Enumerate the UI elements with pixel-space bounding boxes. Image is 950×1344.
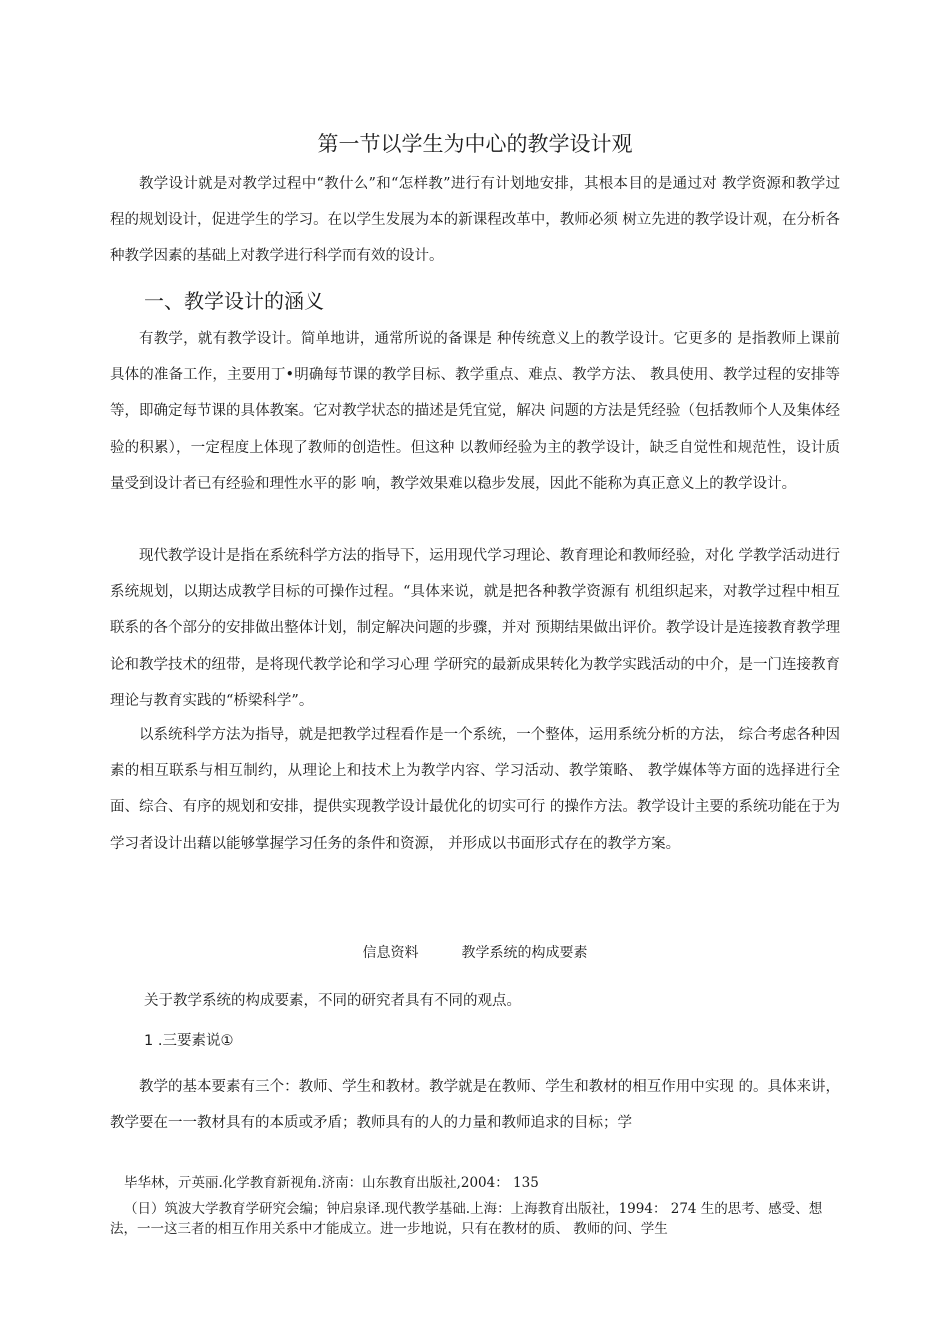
- heading-teaching-design-meaning: 一、教学设计的涵义: [144, 289, 324, 313]
- section-title: 第一节以学生为中心的教学设计观: [317, 132, 633, 156]
- paragraph-2: 现代教学设计是指在系统科学方法的指导下，运用现代学习理论、教育理论和教师经验，对化 学教学活动进行系统规划，以期达成教学目标的可操作过程。“具体来说，就是把各种教学资源有 机组织起来，对教学过程中相互联系的各个部分的安排做出整体计划，制定解决问题的步骤，并对 预期结果做出评价。教学设计是连接教育教学理论和教学技术的纽带，是将现代教学论和学习心理 学研究的最新成果转化为教学实践活动的中介，是一门连接教育理论与教育实践的“桥梁科学”。: [110, 548, 840, 709]
- list-item-1: 1 .三要素说①: [144, 1033, 234, 1049]
- footnote-2: （日）筑波大学教育学研究会编；钟启泉译.现代教学基础.上海：上海教育出版社，1994： 274 生的思考、感受、想法，一一这三者的相互作用关系中才能成立。进一步地说，只有在教材的质、 教师的问、学生: [110, 1201, 823, 1237]
- info-label: 信息资料: [362, 945, 419, 961]
- footnote-1: 毕华林，亓英丽.化学教育新视角.济南：山东教育出版社,2004： 135: [124, 1175, 539, 1191]
- info-intro: 关于教学系统的构成要素，不同的研究者具有不同的观点。: [144, 993, 521, 1009]
- paragraph-3: 以系统科学方法为指导，就是把教学过程看作是一个系统，一个整体，运用系统分析的方法， 综合考虑各种因素的相互联系与相互制约，从理论上和技术上为教学内容、学习活动、教学策略、 教学媒体等方面的选择进行全面、综合、有序的规划和安排，提供实现教学设计最优化的切实可行 的操作方法。教学设计主要的系统功能在于为学习者设计出藉以能够掌握学习任务的条件和资源， 并形成以书面形式存在的教学方案。: [110, 727, 840, 852]
- info-title: 教学系统的构成要素: [461, 945, 588, 961]
- info-heading: [0, 942, 950, 962]
- paragraph-4: 教学的基本要素有三个：教师、学生和教材。教学就是在教师、学生和教材的相互作用中实现 的。具体来讲，教学要在一一教材具有的本质或矛盾；教师具有的人的力量和教师追求的目标；学: [110, 1079, 840, 1132]
- paragraph-1: 有教学，就有教学设计。简单地讲，通常所说的备课是 种传统意义上的教学设计。它更多的 是指教师上课前具体的准备工作，主要用丁•明确每节课的教学目标、教学重点、难点、教学方法、 教具使用、教学过程的安排等等，即确定每节课的具体教案。它对教学状态的描述是凭宜觉，解决 问题的方法是凭经验（包括教师个人及集体经验的积累），一定程度上体现了教师的创造性。但这种 以教师经验为主的教学设计，缺乏自觉性和规范性，设计质量受到设计者已有经验和理性水平的影 响，教学效果难以稳步发展，因此不能称为真正意义上的教学设计。: [110, 331, 840, 492]
- intro-paragraph: 教学设计就是对教学过程中“教什么”和“怎样教”进行有计划地安排，其根本目的是通过对 教学资源和教学过程的规划设计，促进学生的学习。在以学生发展为本的新课程改革中，教师必须 树立先进的教学设计观，在分析各种教学因素的基础上对教学进行科学而有效的设计。: [110, 176, 840, 265]
